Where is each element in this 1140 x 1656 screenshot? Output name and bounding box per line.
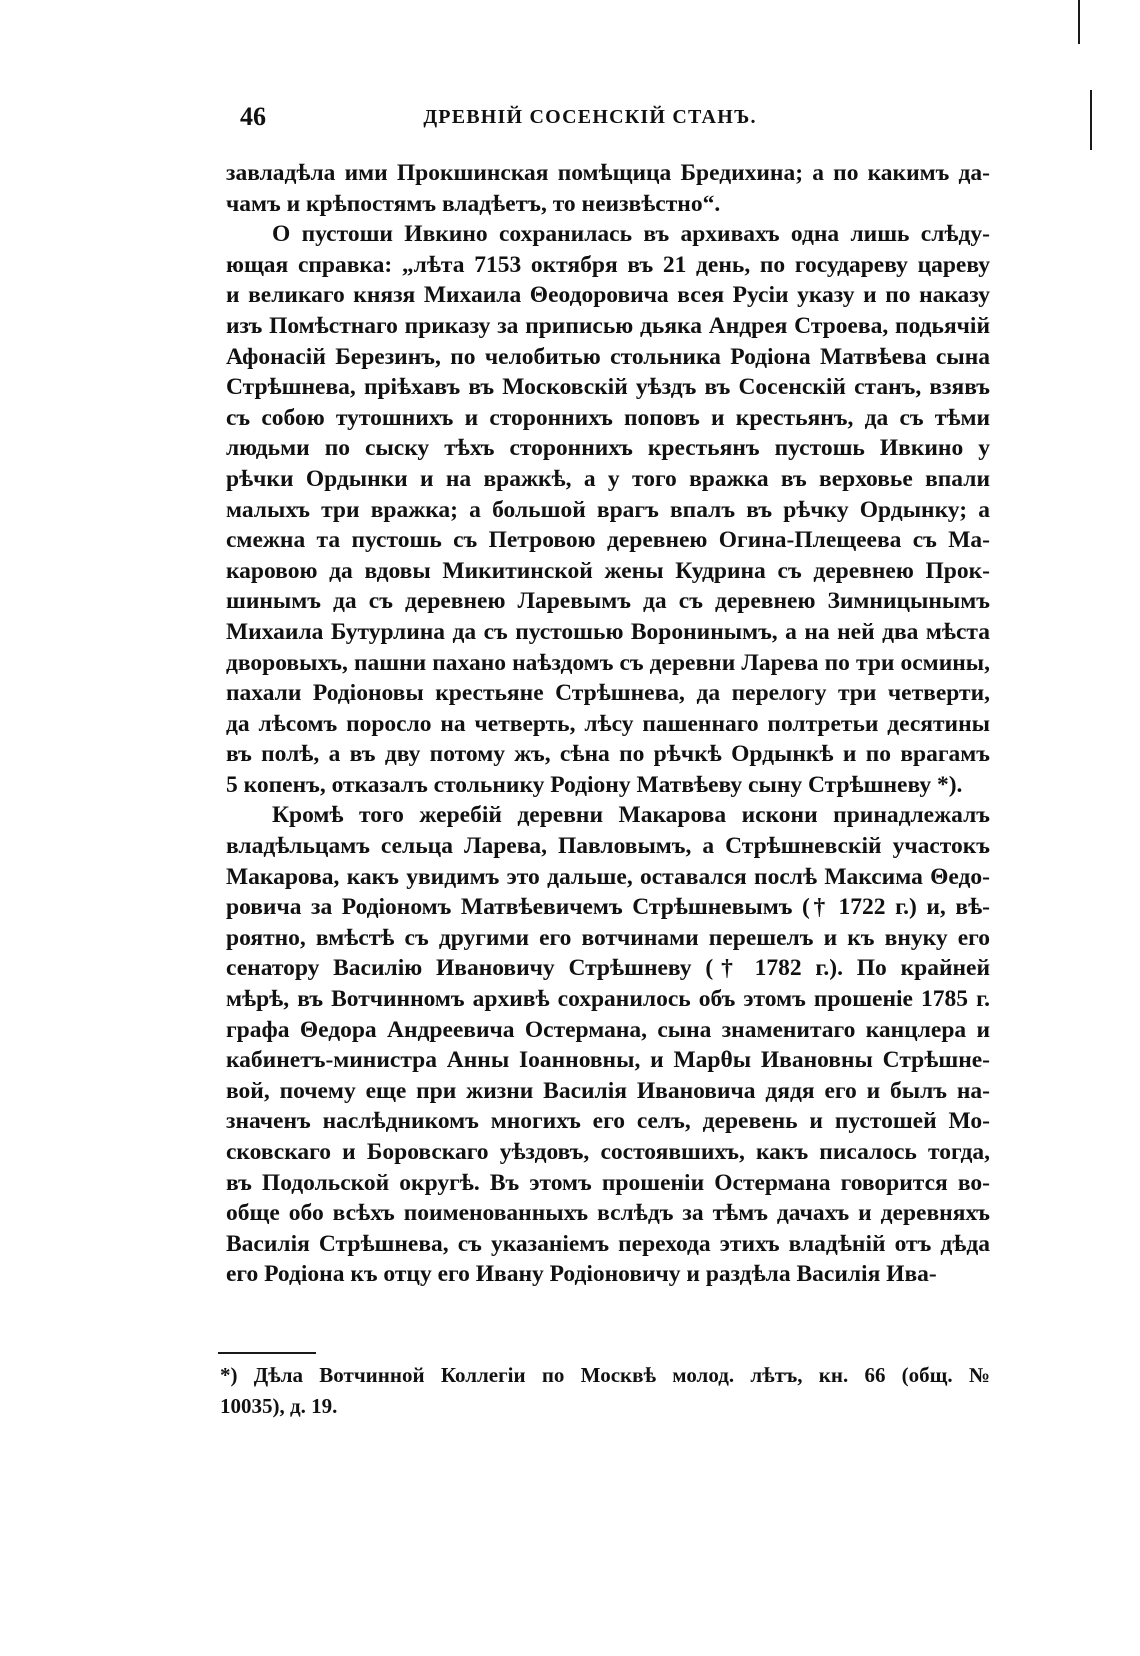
text-line: ющая справка: „лѣта 7153 октября въ 21 день, по государеву цареву — [226, 251, 990, 278]
text-line: кабинетъ-министра Анны Іоанновны, и Марθы Ивановны Стрѣшне- — [226, 1047, 990, 1074]
text-line: смежна та пустошь съ Петровою деревнею Огина-Плещеева съ Ма- — [226, 527, 990, 554]
paragraph — [226, 158, 990, 219]
scan-edge-mark-right — [1090, 90, 1092, 150]
text-line: графа Θедора Андреевича Остермана, сына знаменитаго канцлера и — [226, 1016, 990, 1043]
text-line: значенъ наслѣдникомъ многихъ его селъ, деревень и пустошей Мо- — [226, 1108, 990, 1135]
text-line: рѣчки Ордынки и на вражкѣ, а у того вражка въ верховье впали — [226, 465, 990, 492]
text-line: Стрѣшнева, пріѣхавъ въ Московскій уѣздъ въ Сосенскій станъ, взявъ — [226, 374, 990, 401]
text-line: О пустоши Ивкино сохранилась въ архивахъ одна лишь слѣду- — [272, 221, 990, 248]
paragraph — [226, 800, 990, 1290]
scan-edge-mark-top — [1078, 0, 1080, 44]
text-line: изъ Помѣстнаго приказу за приписью дьяка Андрея Строева, подьячій — [226, 312, 990, 339]
text-line: пахали Родіоновы крестьяне Стрѣшнева, да перелогу три четверти, — [226, 680, 990, 707]
text-line: Макарова, какъ увидимъ это дальше, оставался послѣ Максима Θедо- — [226, 863, 990, 890]
running-title: ДРЕВНІЙ СОСЕНСКІЙ СТАНЪ. — [423, 106, 757, 128]
text-line: дворовыхъ, пашни пахано наѣздомъ съ деревни Ларева по три осмины, — [226, 649, 990, 676]
page-number: 46 — [240, 102, 266, 131]
text-line: обще обо всѣхъ поименованныхъ вслѣдъ за тѣмъ дачахъ и деревняхъ — [226, 1200, 990, 1227]
text-line: Афонасій Березинъ, по челобитью стольника Родіона Матвѣева сына — [226, 343, 990, 370]
text-line: и великаго князя Михаила Θеодоровича всея Русіи указу и по наказу — [226, 282, 990, 309]
text-line: сковскаго и Боровскаго уѣздовъ, состоявшихъ, какъ писалось тогда, — [226, 1139, 990, 1165]
text-line: съ собою тутошнихъ и стороннихъ поповъ и крестьянъ, да съ тѣми — [226, 404, 990, 431]
text-line: каровою да вдовы Микитинской жены Кудрина съ деревнею Прок- — [226, 557, 990, 584]
text-line: вой, почему еще при жизни Василія Ивановича дядя его и былъ на- — [226, 1077, 990, 1104]
text-line: 5 копенъ, отказалъ стольнику Родіону Матвѣеву сыну Стрѣшневу *). — [226, 771, 963, 798]
text-line: ровича за Родіономъ Матвѣевичемъ Стрѣшневымъ († 1722 г.) и, вѣ- — [226, 894, 990, 921]
text-line: малыхъ три вражка; а большой врагъ впалъ въ рѣчку Ордынку; а — [226, 496, 990, 523]
text-line: Михаила Бутурлина да съ пустошью Воронинымъ, а на ней два мѣста — [226, 618, 990, 645]
running-head — [240, 102, 940, 132]
text-line: шинымъ да съ деревнею Ларевымъ да съ деревнею Зимницынымъ — [226, 588, 990, 615]
text-line: Кромѣ того жеребій деревни Макарова искони принадлежалъ — [272, 802, 990, 829]
text-line: въ полѣ, а въ дву потому жъ, сѣна по рѣчкѣ Ордынкѣ и по врагамъ — [226, 741, 990, 768]
paragraph — [226, 219, 990, 800]
main-text — [226, 158, 990, 1290]
footnote — [220, 1360, 990, 1422]
footnote-line: *) Дѣла Вотчинной Коллегіи по Москвѣ молод. лѣтъ, кн. 66 (общ. № — [220, 1363, 990, 1387]
text-line: чамъ и крѣпостямъ владѣетъ, то неизвѣстно“. — [226, 190, 721, 217]
text-line: завладѣла ими Прокшинская помѣщица Бредихина; а по какимъ да- — [226, 160, 990, 186]
footnote-rule — [218, 1352, 316, 1354]
text-line: людьми по сыску тѣхъ стороннихъ крестьянъ пустошь Ивкино у — [226, 435, 990, 462]
text-line: его Родіона къ отцу его Ивану Родіоновичу и раздѣла Василія Ива- — [226, 1261, 937, 1288]
text-line: да лѣсомъ поросло на четверть, лѣсу пашеннаго полтретьи десятины — [226, 710, 990, 737]
text-line: сенатору Василію Ивановичу Стрѣшневу († 1782 г.). По крайней — [226, 955, 990, 982]
text-line: Василія Стрѣшнева, съ указаніемъ перехода этихъ владѣній отъ дѣда — [226, 1230, 990, 1257]
footnote-line: 10035), д. 19. — [220, 1394, 338, 1418]
text-line: владѣльцамъ сельца Ларева, Павловымъ, а Стрѣшневскій участокъ — [226, 833, 990, 860]
text-line: мѣрѣ, въ Вотчинномъ архивѣ сохранилось объ этомъ прошеніе 1785 г. — [226, 986, 990, 1013]
text-line: въ Подольской округѣ. Въ этомъ прошеніи Остермана говорится во- — [226, 1169, 990, 1196]
text-line: роятно, вмѣстѣ съ другими его вотчинами перешелъ и къ внуку его — [226, 924, 990, 951]
